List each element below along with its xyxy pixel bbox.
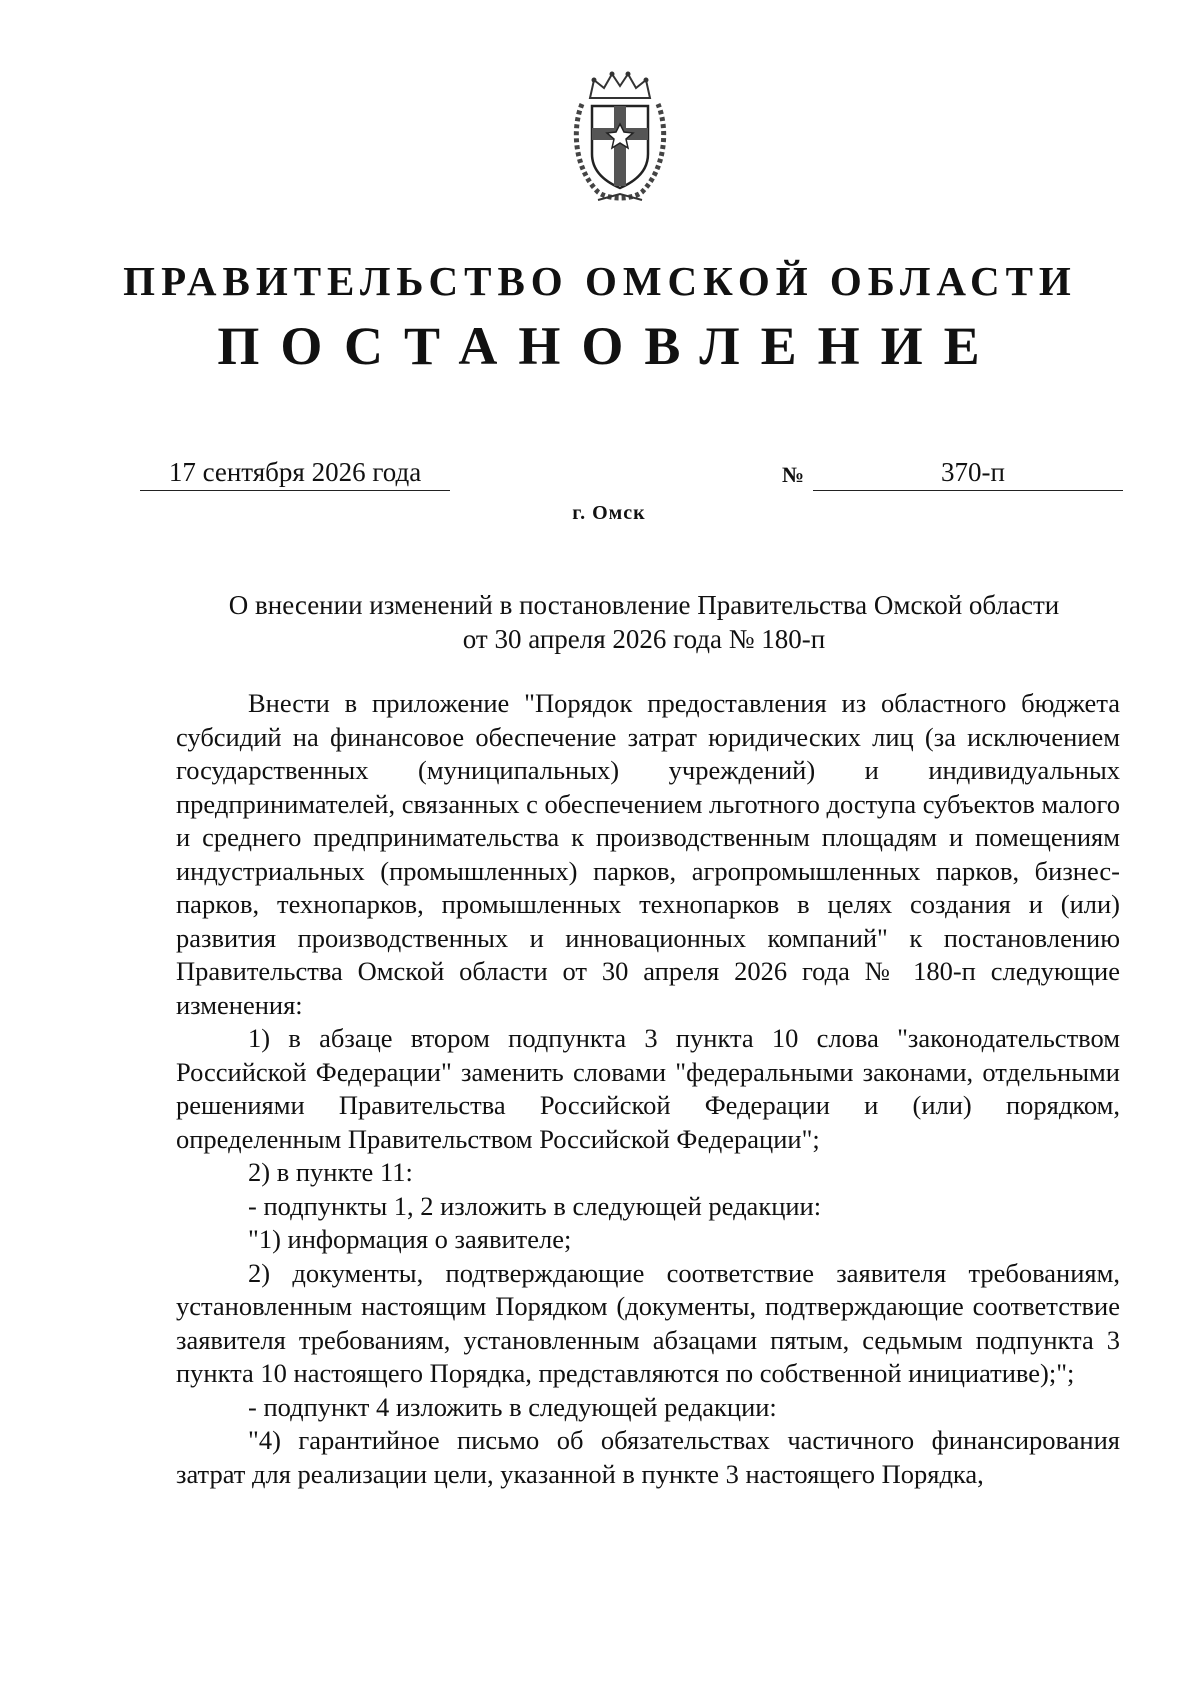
decree-body	[176, 687, 1120, 1491]
decree-title	[170, 588, 1118, 656]
body-paragraph: 1) в абзаце втором подпункта 3 пункта 10 слова "законодательством Российской Федерации" заменить словами "федеральными законами, отдельными решениями Правительства Российской Федерации и (или) порядком, определенным Правительством Российской Федерации";	[176, 1023, 1120, 1154]
document-type: ПОСТАНОВЛЕНИЕ	[217, 316, 1001, 376]
body-paragraph: "4) гарантийное письмо об обязательствах частичного финансирования затрат для реализации цели, указанной в пункте 3 настоящего Порядка,	[176, 1425, 1120, 1489]
government-name: ПРАВИТЕЛЬСТВО ОМСКОЙ ОБЛАСТИ	[123, 258, 1077, 304]
number-sign: №	[782, 462, 805, 487]
decree-date: 17 сентября 2026 года	[140, 455, 450, 491]
body-paragraph: Внести в приложение "Порядок предоставления из областного бюджета субсидий на финансовое обеспечение затрат юридических лиц (за исключением государственных (муниципальных) учреждений) и индивидуальных предпринимателей, связанных с обеспечением льготного доступа субъектов малого и среднего предпринимательства к производственным площадям и помещениям индустриальных (промышленных) парков, агропромышленных парков, бизнес-парков, технопарков, промышленных технопарков в целях создания и (или) развития производственных и инновационных компаний" к постановлению Правительства Омской области от 30 апреля 2026 года № 180-п следующие изменения:	[176, 688, 1120, 1020]
decree-number: 370-п	[813, 455, 1123, 491]
title-line-1: О внесении изменений в постановление Правительства Омской области	[228, 590, 1060, 620]
title-line-2: от 30 апреля 2026 года № 180-п	[462, 624, 826, 654]
omsk-coat-of-arms-icon	[568, 68, 672, 206]
body-paragraph: "1) информация о заявителе;	[248, 1224, 572, 1254]
city: г. Омск	[572, 502, 646, 524]
date-field	[140, 455, 450, 491]
body-paragraph: 2) документы, подтверждающие соответствие заявителя требованиям, установленным настоящим Порядком (документы, подтверждающие соответствие заявителя требованиям, установленным абзацами пятым, седьмым подпункта 3 пункта 10 настоящего Порядка, представляются по собственной инициативе);";	[176, 1257, 1120, 1388]
number-field	[813, 455, 1123, 491]
body-paragraph: - подпункт 4 изложить в следующей редакции:	[248, 1391, 777, 1422]
body-paragraph: 2) в пункте 11:	[248, 1157, 413, 1187]
body-paragraph: - подпункты 1, 2 изложить в следующей редакции:	[248, 1190, 822, 1221]
